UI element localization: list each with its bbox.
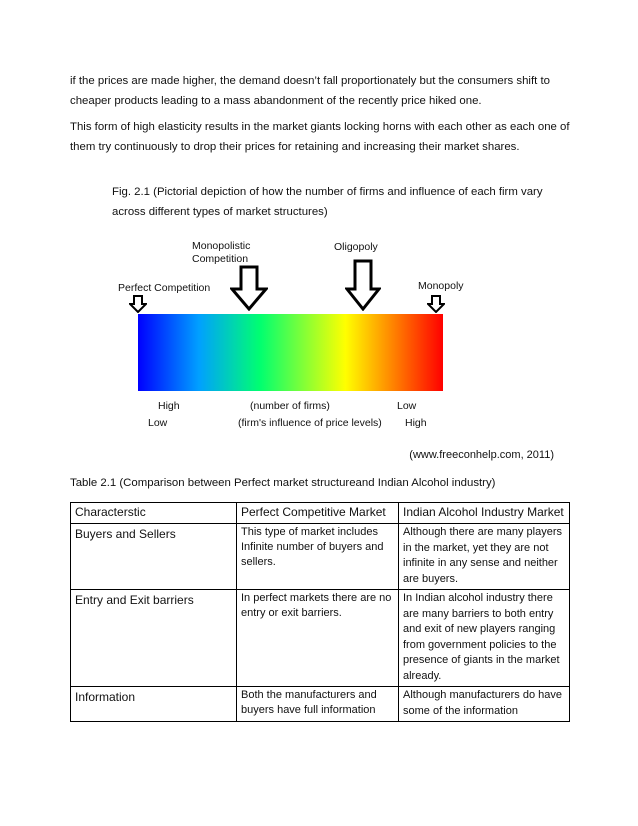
arrow-down-icon xyxy=(427,295,445,313)
market-spectrum-bar xyxy=(138,314,443,391)
label-low-influence: Low xyxy=(148,417,168,429)
comparison-table xyxy=(70,502,570,722)
label-monopoly: Monopoly xyxy=(418,280,464,292)
table-cell: Information xyxy=(71,687,237,722)
arrow-down-icon xyxy=(230,265,268,311)
label-perfect-competition: Perfect Competition xyxy=(118,282,211,294)
arrow-down-icon xyxy=(345,259,381,311)
label-oligopoly: Oligopoly xyxy=(334,241,378,253)
table-cell: Both the manufacturers and buyers have full information xyxy=(237,687,399,722)
table-row xyxy=(71,524,570,590)
figure-source: (www.freeconhelp.com, 2011) xyxy=(409,449,554,461)
label-high-firms: High xyxy=(158,400,180,412)
table-header-cell: Indian Alcohol Industry Market xyxy=(399,503,570,524)
paragraph-1: if the prices are made higher, the demand doesn’t fall proportionately but the consumers shift to cheaper products leading to a mass abandonment of the recently price hiked one. xyxy=(70,75,550,107)
figure-caption: Fig. 2.1 (Pictorial depiction of how the number of firms and influence of each firm vary across different types of market structures) xyxy=(112,186,543,218)
table-cell: Buyers and Sellers xyxy=(71,524,237,590)
table-row xyxy=(71,687,570,722)
table-row xyxy=(71,590,570,687)
table-header-cell: Perfect Competitive Market xyxy=(237,503,399,524)
label-number-of-firms: (number of firms) xyxy=(250,400,330,412)
label-high-influence: High xyxy=(405,417,427,429)
table-cell: Entry and Exit barriers xyxy=(71,590,237,687)
label-low-firms: Low xyxy=(397,400,417,412)
table-cell: In Indian alcohol industry there are many barriers to both entry and exit of new players ranging from government policies to the presence of giants in the market already. xyxy=(399,590,570,687)
label-monopolistic-competition xyxy=(192,240,250,266)
label-monopolistic-line1: Monopolistic xyxy=(192,240,251,252)
table-caption: Table 2.1 (Comparison between Perfect market structureand Indian Alcohol industry) xyxy=(70,477,496,489)
arrow-down-icon xyxy=(129,295,147,313)
table-header-row xyxy=(71,503,570,524)
table-cell: In perfect markets there are no entry or exit barriers. xyxy=(237,590,399,687)
table-header-cell: Characterstic xyxy=(71,503,237,524)
label-firm-influence: (firm's influence of price levels) xyxy=(238,417,382,429)
label-monopolistic-line2: Competition xyxy=(192,253,249,265)
table-cell: This type of market includes Infinite number of buyers and sellers. xyxy=(237,524,399,590)
table-cell: Although there are many players in the market, yet they are not infinite in any sense and neither are buyers. xyxy=(399,524,570,590)
table-cell: Although manufacturers do have some of the information xyxy=(399,687,570,722)
paragraph-2: This form of high elasticity results in the market giants locking horns with each other as each one of them try continuously to drop their prices for retaining and increasing their market shares. xyxy=(70,121,570,153)
